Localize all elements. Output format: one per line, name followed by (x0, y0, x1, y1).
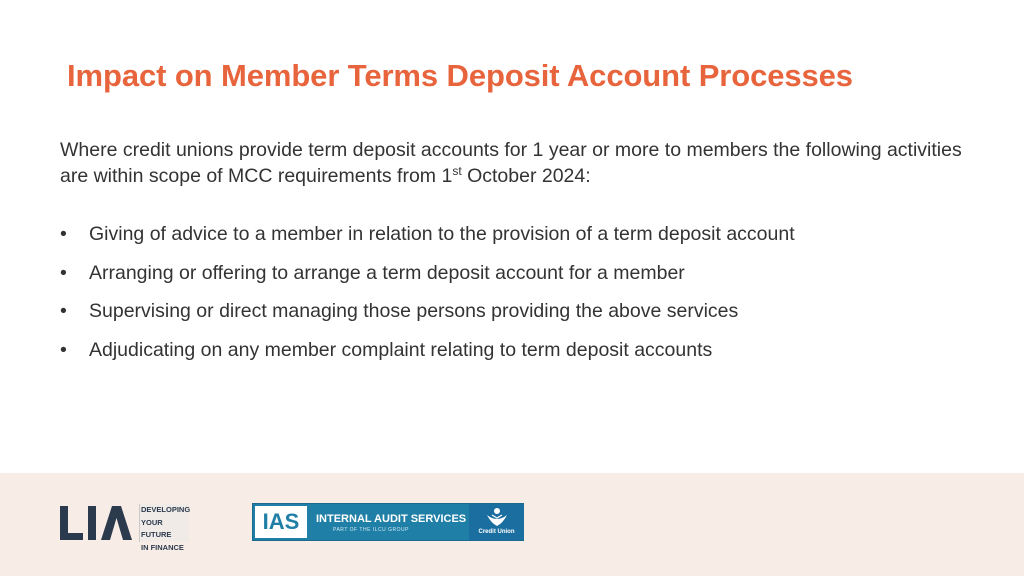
lia-tagline-line: YOUR FUTURE (141, 517, 172, 539)
bullet-item (60, 260, 795, 299)
credit-union-label: Credit Union (478, 529, 515, 535)
lia-tagline-line: IN FINANCE (141, 542, 184, 552)
bullet-text: Giving of advice to a member in relation to the provision of a term deposit account (89, 223, 795, 245)
bullet-list (60, 221, 795, 375)
bullet-item (60, 298, 795, 337)
ias-logo (252, 503, 524, 541)
ias-name: INTERNAL AUDIT SERVICES (316, 513, 467, 525)
intro-paragraph (60, 137, 980, 189)
credit-union-logo-icon (485, 507, 509, 527)
bullet-text: Adjudicating on any member complaint relating to term deposit accounts (89, 338, 713, 361)
credit-union-logo (469, 504, 524, 540)
slide-title: Impact on Member Terms Deposit Account Processes (67, 58, 853, 93)
lia-tagline-line: DEVELOPING (141, 505, 191, 514)
ias-subtitle: PART OF THE ILCU GROUP (333, 527, 409, 533)
bullet-item (60, 221, 795, 260)
lia-tagline (139, 504, 191, 552)
lia-logo-icon (60, 506, 132, 540)
lia-logo (60, 503, 191, 552)
intro-text: Where credit unions provide term deposit accounts for 1 year or more to members the following activities are within scope of MCC requirements from 1 (60, 139, 962, 187)
bullet-dot: • (60, 338, 67, 361)
bullet-dot: • (60, 300, 67, 322)
bullet-dot: • (60, 223, 67, 245)
intro-superscript: st (452, 164, 462, 178)
bullet-text: Supervising or direct managing those persons providing the above services (89, 300, 739, 322)
bullet-text: Arranging or offering to arrange a term deposit account for a member (89, 261, 685, 284)
intro-tail: October 2024: (461, 165, 591, 187)
bullet-item (60, 337, 795, 376)
ias-abbr: IAS (255, 506, 307, 538)
bullet-dot: • (60, 261, 67, 284)
